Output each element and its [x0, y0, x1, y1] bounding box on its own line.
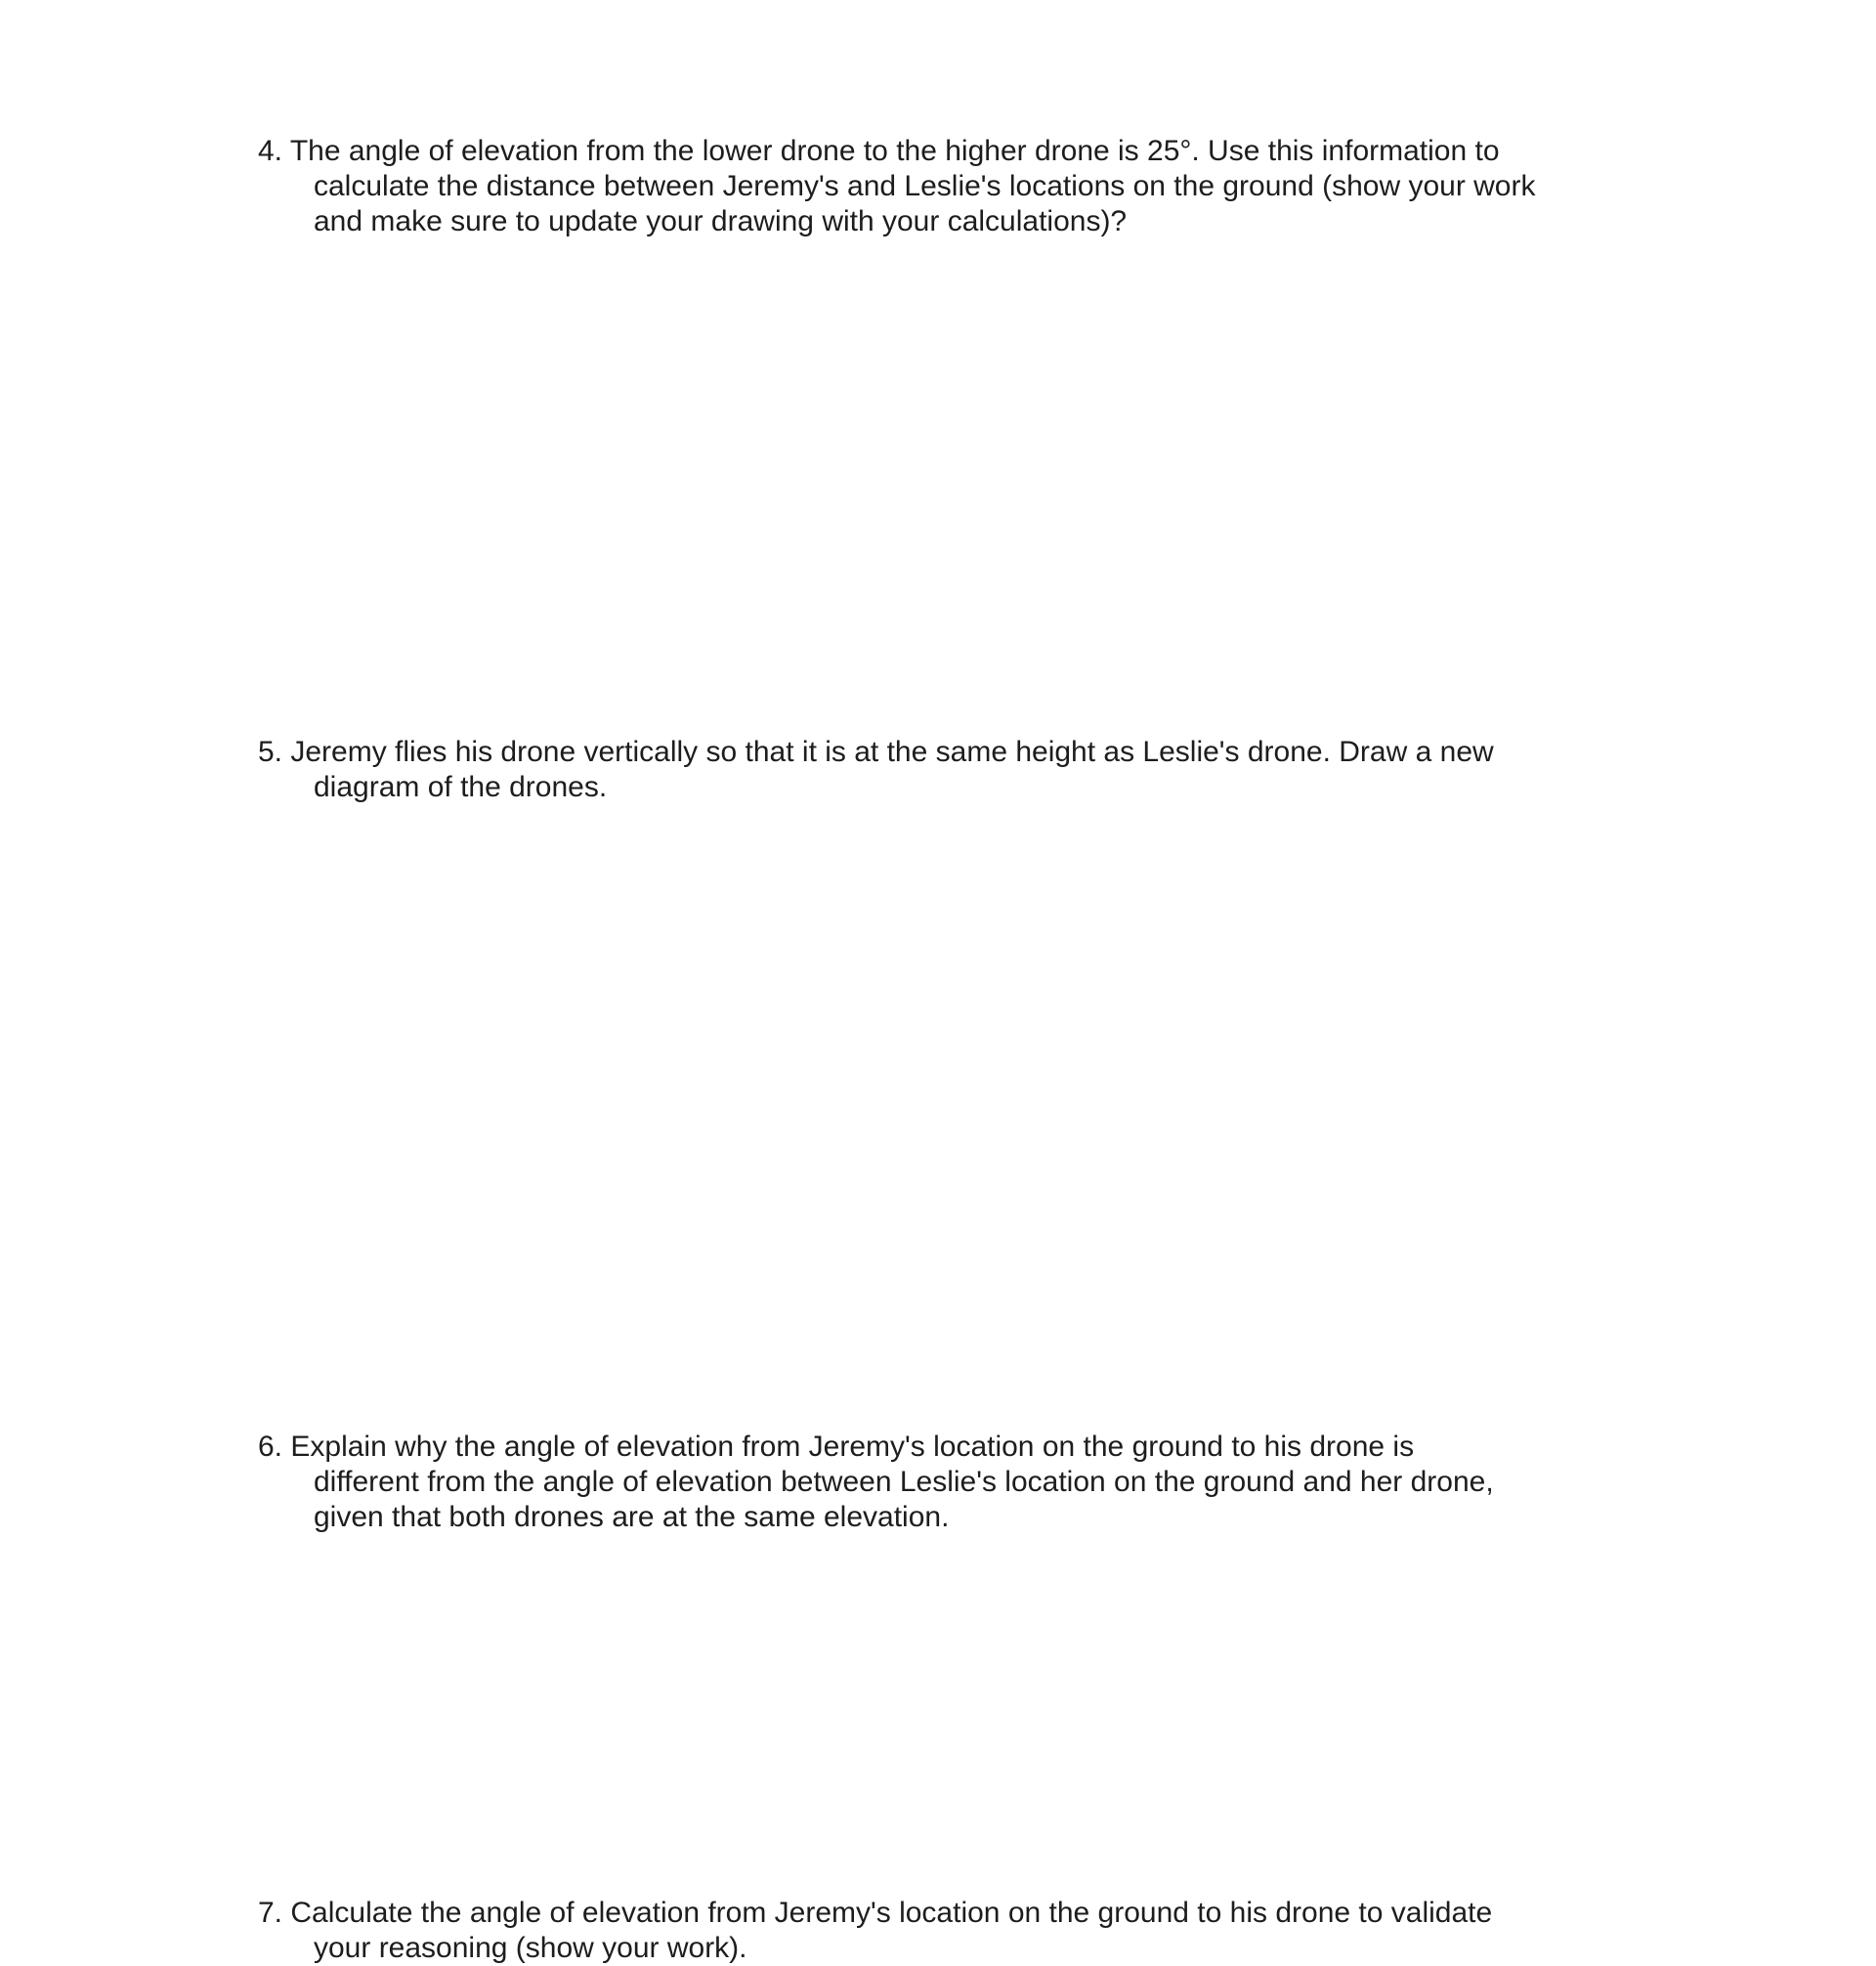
question-line: given that both drones are at the same elevation. — [314, 1501, 950, 1533]
question-line: diagram of the drones. — [314, 771, 608, 803]
question-7 — [258, 1896, 1665, 1966]
question-text: The angle of elevation from the lower drone to the higher drone is 25°. Use this information to — [289, 135, 1500, 167]
question-line: calculate the distance between Jeremy's and Leslie's locations on the ground (show your work — [314, 170, 1536, 202]
question-text: Calculate the angle of elevation from Jeremy's location on the ground to his drone to validate — [290, 1897, 1493, 1929]
question-text: Jeremy flies his drone vertically so that it is at the same height as Leslie's drone. Draw a new — [290, 736, 1494, 768]
question-line — [258, 735, 1665, 770]
question-number: 7. — [258, 1897, 283, 1929]
question-line: your reasoning (show your work). — [314, 1932, 747, 1964]
question-text: Explain why the angle of elevation from Jeremy's location on the ground to his drone is — [290, 1431, 1415, 1463]
question-4 — [258, 134, 1665, 239]
question-number: 4. — [258, 135, 283, 167]
question-line — [258, 1430, 1665, 1465]
question-number: 5. — [258, 736, 283, 768]
question-6 — [258, 1430, 1665, 1535]
question-line: and make sure to update your drawing with your calculations)? — [314, 205, 1128, 237]
question-5 — [258, 735, 1665, 805]
question-line: different from the angle of elevation between Leslie's location on the ground and her drone, — [314, 1466, 1494, 1498]
question-line — [258, 134, 1665, 169]
question-line — [258, 1896, 1665, 1931]
question-number: 6. — [258, 1431, 283, 1463]
